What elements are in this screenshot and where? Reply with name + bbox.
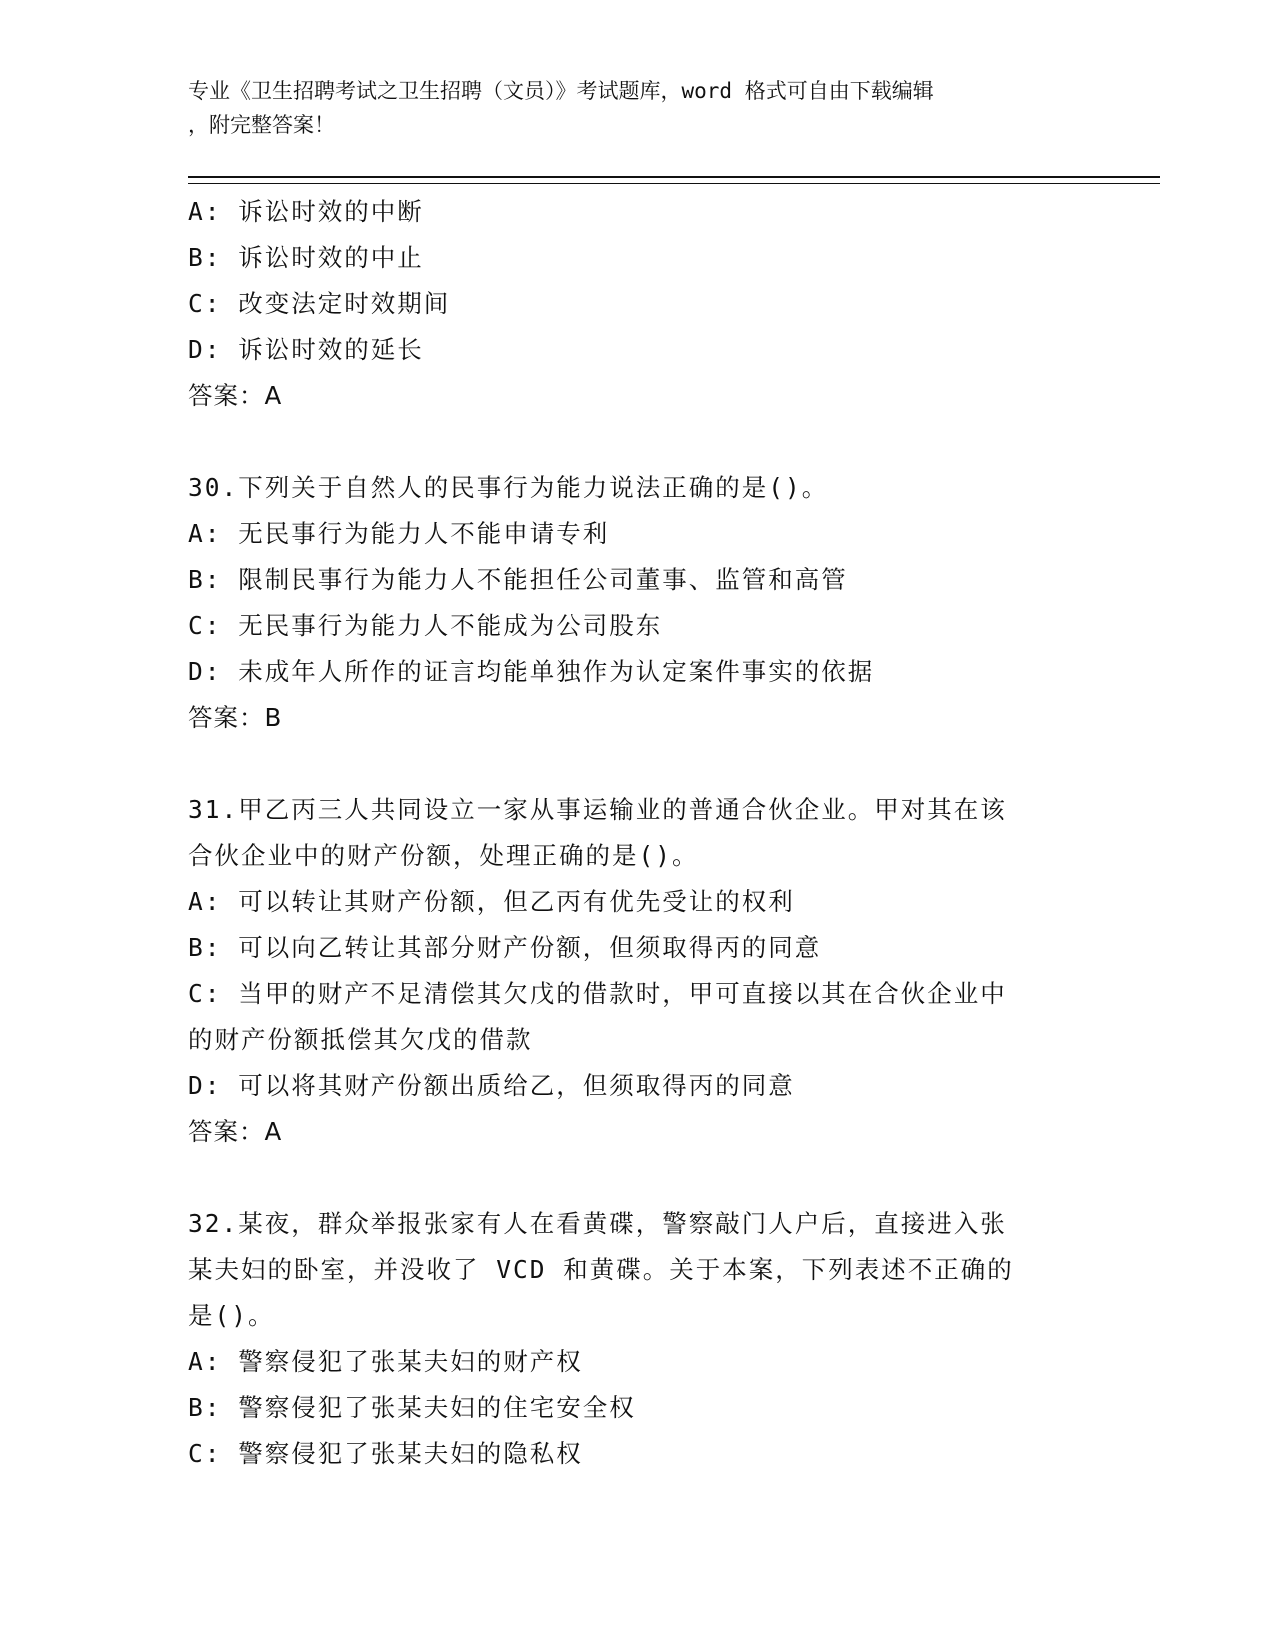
option-c-line-1: C: 当甲的财产不足清偿其欠戊的借款时，甲可直接以其在合伙企业中 xyxy=(188,979,1007,1008)
option-d: D: 未成年人所作的证言均能单独作为认定案件事实的依据 xyxy=(188,657,875,686)
question-text-line-1: 32.某夜，群众举报张家有人在看黄碟，警察敲门人户后，直接进入张 xyxy=(188,1209,1007,1238)
question-29-block xyxy=(188,189,1088,419)
answer-line: 答案：B xyxy=(188,703,283,732)
option-d: D: 可以将其财产份额出质给乙，但须取得丙的同意 xyxy=(188,1071,795,1100)
question-text: 30.下列关于自然人的民事行为能力说法正确的是()。 xyxy=(188,473,829,502)
answer-line: 答案：A xyxy=(188,1117,283,1146)
option-b: B: 可以向乙转让其部分财产份额，但须取得丙的同意 xyxy=(188,933,822,962)
question-text-line-2: 合伙企业中的财产份额，处理正确的是()。 xyxy=(188,841,699,870)
option-c: C: 改变法定时效期间 xyxy=(188,289,451,318)
header-line-1: 专业《卫生招聘考试之卫生招聘（文员）》考试题库，word 格式可自由下载编辑 xyxy=(188,79,934,103)
header-line-2: ，附完整答案！ xyxy=(188,113,335,137)
question-list xyxy=(188,189,1088,1477)
option-b: B: 诉讼时效的中止 xyxy=(188,243,424,272)
question-30-block xyxy=(188,465,1088,741)
answer-line: 答案：A xyxy=(188,381,283,410)
question-31-block xyxy=(188,787,1088,1155)
question-32-block xyxy=(188,1201,1088,1477)
option-b: B: 警察侵犯了张某夫妇的住宅安全权 xyxy=(188,1393,636,1422)
option-c: C: 无民事行为能力人不能成为公司股东 xyxy=(188,611,663,640)
option-b: B: 限制民事行为能力人不能担任公司董事、监管和高管 xyxy=(188,565,848,594)
option-a: A: 可以转让其财产份额，但乙丙有优先受让的权利 xyxy=(188,887,795,916)
option-a: A: 警察侵犯了张某夫妇的财产权 xyxy=(188,1347,583,1376)
option-c: C: 警察侵犯了张某夫妇的隐私权 xyxy=(188,1439,583,1468)
header-rule-thin xyxy=(188,183,1160,184)
option-a: A: 诉讼时效的中断 xyxy=(188,197,424,226)
question-text-line-1: 31.甲乙丙三人共同设立一家从事运输业的普通合伙企业。甲对其在该 xyxy=(188,795,1007,824)
option-d: D: 诉讼时效的延长 xyxy=(188,335,424,364)
option-c-line-2: 的财产份额抵偿其欠戊的借款 xyxy=(188,1025,533,1054)
header-rule-thick xyxy=(188,176,1160,178)
document-header xyxy=(188,74,1088,142)
question-text-line-2: 某夫妇的卧室，并没收了 VCD 和黄碟。关于本案，下列表述不正确的 xyxy=(188,1255,1014,1284)
question-text-line-3: 是()。 xyxy=(188,1301,275,1330)
option-a: A: 无民事行为能力人不能申请专利 xyxy=(188,519,610,548)
